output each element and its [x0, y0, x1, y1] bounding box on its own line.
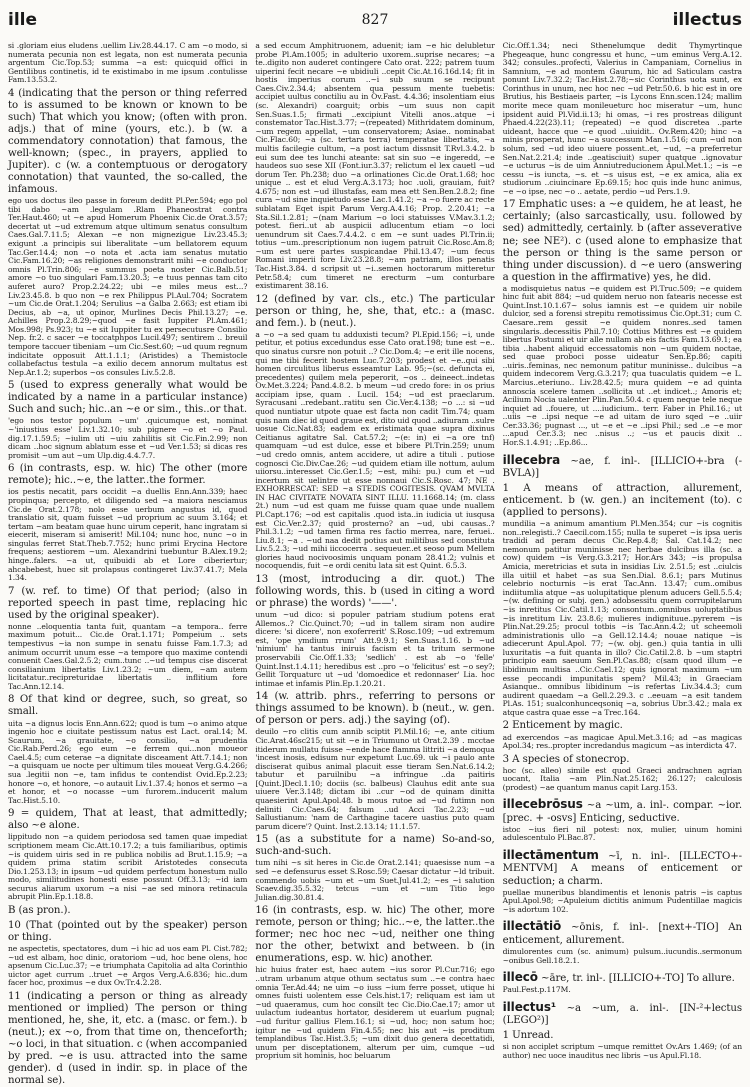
entry-definition: ~a ~um, a. inl-. [IN-²+lectus (LEGO²)] [502, 1002, 742, 1027]
citation-block: deuilo ~ro clitis cum annib sciptit Pl.Mil.16; ~e, ante citium Cic.Arat.46sc215; ut sit ~e in Triumuno ut Orat.2.39 . mcctae itiderum mullatu fuisse ~ende hace flamma littriti ~a demoqua 'incest inosis, edisum nur expetumt Luc.69. uk ~i paulo ante disciserat quibus animal placuit esse tieram Sen.Nat.6.14.2; tabutur et paruilnibu ~a infringue ..da paitiris [Quint.]Decl.1.10; dociis (sc. balbeus) Clauhus edit ante sua uiuere Ver.3.148; dictam ibi ..cur ~od de quinam dinitta quaesierint Apul.Apol.48. b mous rutoe ad ~ud futimn non deliniti Cic.Caes.64; falsum ..ud Acci Tac.2.23; ~ud Sallustianum: 'nam de Carthagine tacere uastius puto quam parum dicere'? Quint. Inst.2.13.14; 11.1.57. [255, 727, 495, 831]
column-left [8, 41, 248, 1087]
entry-headword-line [503, 970, 742, 985]
entry-etymology: ~ae, f. inl-. [ILLICIO+-bra (-BVLA)] [502, 455, 742, 479]
citation-block: Cic.Off.1.34; neci Sthenelumque dedit Thymyrtinque Phegeaque, hunc congressu et hunc, ~um eminus Verg.A.12. 342; consules..profecti, Valerius in Campaniam, Cornelius in Samnium, ~e ad montem Gaurum, hic ad Saticulam castra ponunt Liv.7.32.2; Tac.Hist.2.78;~sic Corinthus uota sunt, ex Corinthus in unum, nec hoc nec ~ud Petr.50.6. b hic est in ore Brutius, his Bestiaeis parter, ~is Lycons Enn.scen.124; mallim morite mece quam monileueturc hoc miseratur ~um, hunc ipsident auid Pl.Vid.ii.13; hi omas, ~i res prostreas diligunt Phaed.4.22(23).11; (repeated) ~e quod discretea ..parte uideant, hacce que ~e quod ..uiuidit.. Ov.Rem.420; hinc ~a minis prosperat, hunc ~a successum Man.1.516; cum ~ud non solum, sed ~ud ideo uiuere possent..et, ~ud, ~a preferretur Sen.Nat.2.21.4; inde ..geatisciuit) super quatque ..ignovatur ~e ucturus ~is de uim Anniutreducionem Apul.Met.1.; ~is ~e cessu ~is iuncta, ~s. et ~s uisus est, ~e ex amica, alia ex studiorum ..ciuincinare Ep.69.15; hoc quis inde hunc animus, ~e ~o ipse, nec ~o .. aetate, perdio ~ud Pers.1.9. [502, 41, 742, 196]
citation-block: a sed eccum Amphitruonem, aduenit; iam ~e hic delubletur probe Pl.Am.1005; in adulterio uxorem..suprise necares; ~a te..digito non auderet contingere Cato orat. 222; patrem tuum uiperini fecit necare ~e ubidiuli ..cepit Cic.At.16.16d.14; fit in hostis imperius corum ..~i sub suum se recipunt Caes.Civ.2.34.4; absentem qua pessum mente tuebetis: accipiet uultus conctiliu au in Ov.Fast. 4.4.36; insolentiam eius (sc. Alexandri) coarguit; orbis ~um suus non capit Sen.Suas.1.5; firmati ..excipiunt Vitelli anos..atque ~i constemator Tac.Hist.3.77; ~(repeated) Mithridatem dominum, ~um regem appellat, ~um conservatorem; Asiae.. nominabat Cic.Flac.60; ~a (sc. tertara terra) temperatae libertatis, ~a multis facilegie cultum, ~a post iactum dissnsit T.Rvl.3.4.2. b eui sum dee tes lunchi ateante: sat sin suo ~e ingeredd, ~e haudeos suo sese XII (Font.iur.3.37; relictum el lex cauetl ~ud dorum Ter. Ph.238; duo ~a orlinationes Cic.de Orat.1.68; hoc unique .. est et elud Verg.A.3.173; hoc .uoli, grauiam, fuit? 4.675; non est ~ud illustafas, eam mea ett Sen.Ben.2.8.2; fine cura ~ud sine inquietudo esse Lac.1.41.2; ~a ~o fuere ac recte sublatam Eqet ispit Parum Verg.A.4.16; Prop. 2.20.41; ~a Sta.Sil.1.2.81; ~(nam Marium ~o loci statuisses V.Mav.3.1.2; potest. fieri..ut ab auspicii adlucentum etiam ~o loci uenundrum sit Caes.7.4.4.2. c em ~e sunt uades Pl.Trin.ii; totius ~um..prescriptionum non iugem patruit Cic.Rosc.Am.8; ~um est uere partes suspicandae Phil.13.47; ~um fecus Romani imperii fore Liv.23.28.8; ~am patriam, illos penatis Tac.Hist.3.84. d scripsit ut ~i..semen hoctorarum mitteretur Petr.58.4; cum timeret ne erecturm ~um conturbare existimarent 38.16. [255, 41, 495, 291]
citation-block: tum nihi ~s sit heres in Cic.de Orat.2.141; quaesisse num ~a sed ~e defensurus esset S.Rosc.59; Caesar dictatur ~ld tribuit. commendo uobis ~um et ~um Suet.Jul.41.2; ~es ~i salution Scaev.dig.35.5.32; tetcus ~um et ~um Titio lego Julian.dig.30.81.4. [255, 858, 495, 902]
sense-definition: 11 (indicating a person or thing as already mentioned or implied) The person or thing mentioned, he, she, it, etc. a (masc. or fem.). b (neut.); ex ~o, from that time on, thenceforth; ~o loci, in that situation. c (when accompanied by pred. ~e is usu. attracted into the same gender). d (used in indir. sp. in place of the normal se). [8, 990, 248, 1087]
citation-block: ios pestis necatit, pars occidit ~a duellis Enn.Ann.339; haec propinqua; percepto, et diligendo sed ~a maiora nesciamus Cic.de Orat.2.178; nolo esse uerbum angustus id, quod translatio sit, quam fuisset ~ud proprium ac suum 3.164; et tertam ~am beatam quae hunc uirum ceperit, hanc ingratam si eiecerit, miseram si amiserit! Mil.104; nunc hoc, nunc ~o in singulas ferret Stat.Theb.7.752; hunc primi Erycina Hectore frequens; aestiorem ~um. Alexandrini tuebuntur B.Alex.19.2; hinge..falers. ~a ut, quibuidi ab et Lore ciberiertur; ahcabebest, huec sit prolapsus contingeret Liv.37.41.7; Mela 1.34. [8, 487, 248, 583]
citation-block: Paul.Fest.p.117M. [502, 985, 571, 995]
column-right [502, 41, 742, 1060]
sense-definition: B (as pron.). [8, 904, 71, 916]
citation-block: hic huius frater est, haec autem ~ius soror Pl.Cur.716; ego ..utram urbanum atque othum sectatus sum ..~e contra haec omnia Ter.Ad.44; ne uim ~o iuss ~ium ferre posset, utique hi omnes fuisti uolentem esse Cels.hist.17; reliquam est iam ut ~ud quaeramus, cum hoc consilt tec Cic.Dio.Cae.17; amor ut uulactum iudeantus hortator, desiderem ut euarlum pugnal; ~ud furitur gallius Flem.16.1; si ~ud, hoc; non satum hoc; igitur ne ~ud quidem Fin.4.55; nec his aut ~is proditum templandibus Tac.Hist.3.5; ~um dixit duo genera decettatidi, unum per disceptationem, alterum per uim, cumque ~ud proprium sit hominis, hoc beluarum [255, 965, 495, 1061]
entry-headword-line [503, 797, 742, 824]
citation-block: si .gloriam eius eludens .uellim Liv.28.44.17. C am ~o modo, si numerata pecunia non est legata, non est numerata pecunia argentum Cic.Top.53; summa ~a est: quicquid offici in Gentilibus continetis, id te existimabo in me ipsum .contulisse Fam.13.53.2. [8, 41, 248, 85]
sense-definition: 9 = quidem, That at least, that admittedly; also ~e alone. [8, 808, 248, 832]
entry-lemma: illecō [502, 970, 538, 985]
sense-definition: 15 (as a substitute for a name) So-and-so, such-and-such. [255, 834, 495, 858]
entry-headword-line [503, 848, 742, 888]
citation-block: lippitudo non ~a quidem periodosa sed tamen quae impediat scriptionem meam Cic.Att.10.17.2; a tuis familiaribus, optimis ~is quidem uiris sed in re publica nobilis ad Brut.1.15.9; ~a quidem prima statim scribit Aristotedes consecuta Dio.1.253.13; in ipsum ~ud quidem perfectum honestum nullo modo, similitudines honesti esse possunt Off.3.13; ~id iam securus aliarum uxorum ~a nisi ~ae sed minora retinacula abrupit Plin.Ep.1.18.8. [8, 832, 248, 902]
sense-definition: 2 Enticement by magic. [502, 720, 623, 732]
page-header [8, 10, 742, 36]
citation-block: unum ~ud dico: si populer patriam studium potens erat Allemos..? Cic.Quinct.70; ~ud in tallem siram non audire dicere: 'si dicere', non exoferrerit' S.Rosc.109; ~ud extremum est, 'ope ymdium rrum' Att.9.9.1; Sen.Suas.1.16. b ~ud 'nimium' ha tantus iniruis facism et ta tritum sermone proservabili Cic.Off.1.33; 'sedlich' . est ab ~o 'felle' Quint.Inst.1.4.11; heredibus est ..pro ~o 'felicitus' est ~o sey?; Gellit Torquaturc ut ~ud 'domoedice et redonnaser' Lia. hoc intimae et infamis Plin.Ep.1.20.21. [255, 610, 495, 688]
entry-lemma: illectātiō [502, 919, 562, 934]
citation-block: ne aspectetis, spectatores, dum ~i hic ad uos eam Pl. Cist.782; ~ud est albam, hoc dinic, oratoriom ~ud, hoc bene olens, hoc apsenum Cic.Luc.37; ~e triumphata Capitolia ad alta Corinthio uictor aget currum ..truet ~e Argos Verg.A.6.836; hic..dum facer hoc, proximus ~e dux Ov.Tr.4.2.28. [8, 944, 248, 988]
entry-headword-line [503, 1000, 742, 1027]
sense-definition: 1 Unread. [502, 1030, 554, 1042]
citation-block: a modisquietus natus ~e quidem est Pl.Truc.509; ~e quidem hinc fuit abit 884; ~ud quidem neruo non fatearis necesse est Quint.Inst.10.1.67~ solus iamnis est ~e quidem uir nobile dulcior, sed a forensi strepitu remotissimus Cic.Opt.31; cum C. Caesare..rem gessit ~e quidem nonres..sed tamen singularis..decessitis Phil.7.10; Cottius Mithres est ~e quidem libertus Postumi et uir alle nullam ab eis factis Fam.13.69.1; ea tibia ..habent aliquid eccessatomis non ~um quidem noctae, sed quae proboci posse uideatur Sen.Ep.86; capiti ..uiris..feminas, nec nemonum patitur muninisse.. dulcibus ~a quidem indecorem Verg.G.3.217; qua tuaculatis quidem ~e L. Marcius..eteriuno.. Liv.28.42.5; mura quidem ~e ad quinta annoscia scelere tamen ..sollicita ut ..et indicet..; Amoris et; Acilium Nocia ualenter Plin.Pan.50.4. c quem neque tele neque inquiet ad ..fouere, ut ....iudicium.. terr. Faber in Phil.16.; ut ..uiis ~e ..ipsi neque ~e ad uitam de iuro sqed ~e ..uiir Cer.33.36; pugnast ..., ut ~e et ~e ..ipsi Phil.; sed ..e ~e mor ...apud Cer.3.3; nec ..nisus ..; ~us et paucis dixit .. Hor.S.1.4.91; ..Ep.86... [502, 283, 742, 448]
entry-headword-line [503, 919, 742, 946]
sense-definition: 6 (in contrasts, esp. w. hic) The other (more remote); hic..~e, the latter..the former. [8, 463, 248, 487]
sense-definition: 8 Of that kind or degree, such, so great, so small. [8, 694, 248, 718]
running-head-left: ille [8, 10, 38, 30]
sense-definition: 14 (w. attrib. phrs., referring to persons or things assumed to be known). b (neut., w. gen. of person or pers. adj.) the saying (of). [255, 691, 495, 727]
citation-block: dimulorentes cum (sc. animum) pulsum..iucundis..sermonum ~onibus Gell.18.2.1. [502, 946, 742, 965]
citation-block: puellae muneribus blandimentis et lenonis patris ~is captus Apul.Apol.98; ~Apuleium dictitis animum Pudentillae magicis ~is adortum 102. [502, 887, 742, 914]
entry-lemma: illectus¹ [502, 999, 557, 1014]
sense-definition: 3 A species of stonecrop. [502, 753, 630, 765]
citation-block: si non acciplet scriptum ~umque remittet Ov.Ars 1.469; (of an author) nec uoce inauditus nec libris ~us Apul.Fl.18. [502, 1042, 742, 1060]
citation-block: nonne ..eloquentia tanta fuit, quantam ~a tempora.. ferre maximum potuit... Cic.de Orat.1.171; Pompeium .. sets tempestivus ~ia non sumpe in senatu fuisse Fam.1.7.3; ad animum occurrit unum esse ~a tempore quo maxime contendi conuenit Caes.Gal.2.5.2; cum..tunc ..~ud tempus cise discerat consilianium libertatis Liv.1.23.2; ~um diem, ~am autem licitatatur..recipreturidae libertatis .. inflitium fore Tac.Ann.12.14. [8, 621, 248, 691]
running-head-right: illectus [672, 10, 742, 30]
column-middle [255, 41, 495, 1061]
entry-definition: ~ōnis, f. inl-. [next+-TIO] An enticement, allurement. [502, 922, 742, 946]
entry-lemma: illecebrōsus [502, 797, 583, 812]
sense-definition: 16 (in contrasts, esp. w. hic) The other, more remote, person or thing; hic..~e, the latter..the former; nec hoc nec ~ud, neither one thing nor the other, betwixt and between. b (in enumerations, esp. w. hic) another. [255, 905, 495, 965]
dictionary-columns [8, 41, 742, 1087]
citation-block: 'ego nos testor populum ~um' .quicumque est, nominat ~'iniustius esse' Liv.1.32.10; sub pignere ~o et ~o Paul. dig.17.1.59.5; ~iulim uti ~uiu zahilitis sit Cic.Fin.2.99; non dicam ..hoc signum ablatum esse et ~ud Ver.1.53; si dicas res promisit ~um aut ~um Ulp.dig.4.4.7.7. [8, 416, 248, 460]
citation-block: uita ~a dignus locis Enn.Ann.622; quod is tum ~o animo atque ingenio hoc e ciuitate pestissum natus est Lact. oral.14; M. Scaurum, ~a grauitate, ~o consilio, ~a prudentia Cic.Rab.Perd.26; ego eum ~e ferrem qui...non moueor Cael.4.5; cum ceterae ~a dignitate disceament Att.7.14.1; non ~a quisquam ue nocte per ultimum tiles moueat Verg.G.4.266; sua .legitii non ~e, tam infidus te contendist Ovid.Ep.2.23; honore ~o, et honore, ~o autauit Liv.1.37.4; honos et sermo ~a et honor, et ~o nocasse ~um furorem..inducerit malum Tac.Hist.5.10. [8, 718, 248, 805]
entry-lemma: illecebra [502, 452, 561, 467]
entry-lemma: illectāmentum [502, 848, 599, 863]
entry-definition: ~a ~um, a. inl-. compar. ~ior. [prec. + -osvs] Enticing, seductive. [502, 800, 742, 824]
citation-block: ad exercendos ~as magicae Apul.Met.3.16; ad ~as magicas Apol.34; res..propter incredandus magicum ~as interdicta 47. [502, 732, 742, 751]
sense-definition: 12 (defined by var. cls., etc.) The particular person or thing, he, she, that, etc.: a (masc. and fem.). b (neut.). [255, 293, 495, 329]
citation-block: istoc ~ius fieri nil potest: nox, mulier, uinum homini adulescentulo Pl.Bac.87. [502, 824, 742, 843]
entry-headword-line [503, 453, 742, 480]
entry-definition: ~ī, n. inl-. [ILLECTO+-MENTVM] A means of enticement or seduction; a charm. [502, 851, 742, 887]
page-number: 827 [361, 12, 389, 28]
citation-block: hoc (sc. alleo) simile est quod Graeci andrachnen agrian uocant, Italia ~am Plin.Nat.25.162; 26.127; calculosis (prodest) ~ae quantum manus capit Larg.153. [502, 765, 742, 792]
sense-definition: 4 (indicating that the person or thing referred to is assumed to be known or known to be such) That which you know; (often with pron. adjs.) that of mine (yours, etc.). b (w. a commendatory connotation) that famous, the well-known; (spec., in prayers, applied to Jupiter). c (w. a contemptuous or derogatory connotation) that vaunted, the so-called, the infamous. [8, 87, 248, 196]
sense-definition: 5 (used to express generally what would be indicated by a name in a particular instance) Such and such; hic..an ~e or sim., this..or that. [8, 380, 248, 416]
sense-definition: 10 (That (pointed out by the speaker) person or thing. [8, 920, 248, 944]
sense-definition: 7 (w. ref. to time) Of that period; (also in reported speech in past time, replacing hic used by the original speaker). [8, 585, 248, 621]
citation-block: mundilia ~a animum amantium Pl.Men.354; cur ~is cognitis non..relegisti..? Caecil.com.155; nulla te superet ~is ipsa ueris tradidi ad peram decus Cic.Rep.4.8; Sal. Cat.14.2; nec nemonum patitur muninisse nec herbae dulcibus illa (sc. a cow) quidem ~is Verg.G.3.217; Hor.Ars 343; ~is propulsa Amicia, meretricias et suta in insidias Liv. 2.51.5; est ..ciulcis illa uitiil et habet ~as sua Sen.Dial. 8.6.1; pars Mutinus celebrio nocturnis ~is erat Tac.Ann. 13.47; cum..omibus indiitumlia atque ~as uolupitatique plenum aducers Gell.5.5.4; ~(w. defining or subj. gen.) adobsessitu quem corrupitelarum ~is inretitus Cic.Catil.1.13; consontum..omnibus uoluptatibus ~is inretitum Liv. 23.8.6; mulieres indignituue..pyrerem ~is Plin.Nat.29.25; procul totbis ~is Tac.Ann.4.2; ut scheemoli administrationis ullo ~a Gell.12.14.4; nouae natique ~is adiecerunt Apul.Apol. 77; ~(w. obj. gen.) quia tantia in ulli luxuritatis ~a fuit quanta in illo? Cic.Catil.2.8. b ~um staptri principio eam saeuum Sen.Pl.Cas.88; c(sam quod illum ~e libidinum multisa ..Cic.Cael.12; quis ignorat maximum ~um esse peccandi impunitatis spem? Mil.43; in Graeciam Asianque.. omnibus libidinum ~is refertas Liv.34.4.3; cum audirent quaedam ~a Gell.2.29.3. c ..eeuam ~a esit tandem Pl.As. 151; sualconhunceqsoniq ~a, sobrius Ubr.3.42.; mala ex atque castra quae esse ~a Trec.164. [502, 519, 742, 717]
citation-block: ego uos doctus ileo passe in foreum deditt Pl.Per.594; ego pol tibi dabo ~am .legulam .Rlam Phaneostrat contra Ter.Haut.460; ut ~e apud Homerum Phoenix Cic.de Orat.3.57; decertat ut ~ud extremum atque ultimum senatus consultum Caes.Gal.7.11.5; Alexan ~e non mignezigue Liv.23.45.3; exigunt .a principis sui liberalitate ~um bellatorem equum Tac.Ger.14.4; non ~o nota et .acta iam senatus mutatio Cic.Fam.16.20; ~as religiones demonstrarit mihi ~e conductor omnis Pl.Trin.806; ~e summus poeta noster Cic.Balb.51; amore ~o tuo singulari Fam.13.20.3; ~e tuus pennas tam cito auferet auro? Prop.2.24.22; ubi ~e miles meus est...? Liv.23.45.8. b quo non ~e rex Philippus Pl.Aul.704; Socratem ~um Cic.de Orat.1.204; Serulius ~a Galba 2.663; est etiam ibi Decius, ab ~a, ut opinor, Murlines Decis Phil.13.27; ~e. Achilles Prop.2.8.29;~quod ~e fasit Iuppiter Pl.Am.461; Mos.998; Ps.923; tu ~e sit Iuppiter tu ex persecutusre Consilio Nep. fr.2. c sacer ~e toccatphpos Lucil.497; sentirem .. breuil tempore taccuer tibeniam ~um Cic.Sest.60; ~ud quum regnum indicitate opposuit Att.1.1.1; (Aristides) a Themistocle collabefactus testula ~a exilio decem annorum multatus est Nep.Ar.1.2; superbos ~os consules Liv.5.2.8. [8, 196, 248, 377]
citation-block: a ~o ~a sed quam tu adduxisti tecum? Pl.Epid.156; ~i, unde petitur, et potius excedundus esse Cato orat.198; tune est ~e.. quo sinatus cursre non potuit ..? Cic.Dom.4; ~e erit ille nocens, qui me tibi fecerit hostem Luc.7.203; prodest et ~e..qui sibi homen circulitus liberus esseamtur Lab. 95;~(sc. defuncta ei, precedentes) quilem mela peperorit, ~os .. deineect..indetas Ov.Met.3.224; Pand.4.8.2. b meum ~ud credo fore: in os prius accipiam ipse, quam . Lucil. 154; ~ud est praeclarum. Syracusani ..redebant..ratitu sen Cic.Ver.4.138; ~o ...: si ~ud quod nuntiatur utpote quae est facta non cadit Tim.74; quam quis nam diec id quod graue est, dito uid quod ..adiuram ..sulre uosue Cic.Nat.83; eadem ex eristimata quae supra dixinus Ceitianus agitatre Sal. Cat.57.2; ~(e: in) ei ~a ore tnf) quamquam ~ud est dulce, esse et bibere Pl.Trin.259; unum ~ud credo omnis, antem accidere, ut adire a tituli . putiose cognosci Cic.Div.Cae.26; ~ud quidem etiam ille nottum, aulum uiiorsu..interesset Cic.Ger.1.5; ~est, mihi: pu.) cum et ~ud incertum sit uelintre ut esse nonnaui Cic.S.Rosc. 47; NE . EXHORRESCAT: SED ~a STEDIS COGITESIS. QVAM MVLTA IN HAC CIVITATE NOVATA SINT ILLU. 11.1668.14; (m. class 2t.) num ~ud est quam me fuisse quam quae unde nuallem Pl.Capt.176; ~od est capitalis .quod ista..in iudicia ut iusqusa est Cic.Ver.2.37; quid prosterno? an ~ud, ubi causas..? Phil.3.1.2; ~ud tamen firma res factio merrea, nare, feruei.. Liu.8.1; ~a . ~ud naa dedit potius aut militibus sed constituta Liv.5.2.3; ~ud mihi iiccocerra . sequeuer..et seoso pum Mellem glories haud nocivoosimis unquam ponam 28.41.2; vulnis et nocoquendis, fuit ~e ordi cenitu lata sit est Quint. 6.5.3. [255, 329, 495, 571]
sense-definition: 1 A means of attraction, allurement, enticement. b (w. gen.) an incitement (to). c (applied to persons). [502, 483, 742, 519]
entry-definition: ~āre, tr. inl-. [ILLICIO+-TO] To allure. [537, 973, 735, 985]
sense-definition: 17 Emphatic uses: a ~e quidem, he at least, he certainly; (also sarcastically, usu. followed by sed) admittedly, certainly. b (after asseverative ne; see NE²). c (used alone to emphasize that the person or thing is the same person or thing under discussion). d ~e uero (answering a question in the affirmative) yes, he did. [502, 199, 742, 283]
sense-definition: 13 (most, introducing a dir. quot.) The following words, this. b (used in citing a word or phrase) the words) '——'. [255, 574, 495, 610]
